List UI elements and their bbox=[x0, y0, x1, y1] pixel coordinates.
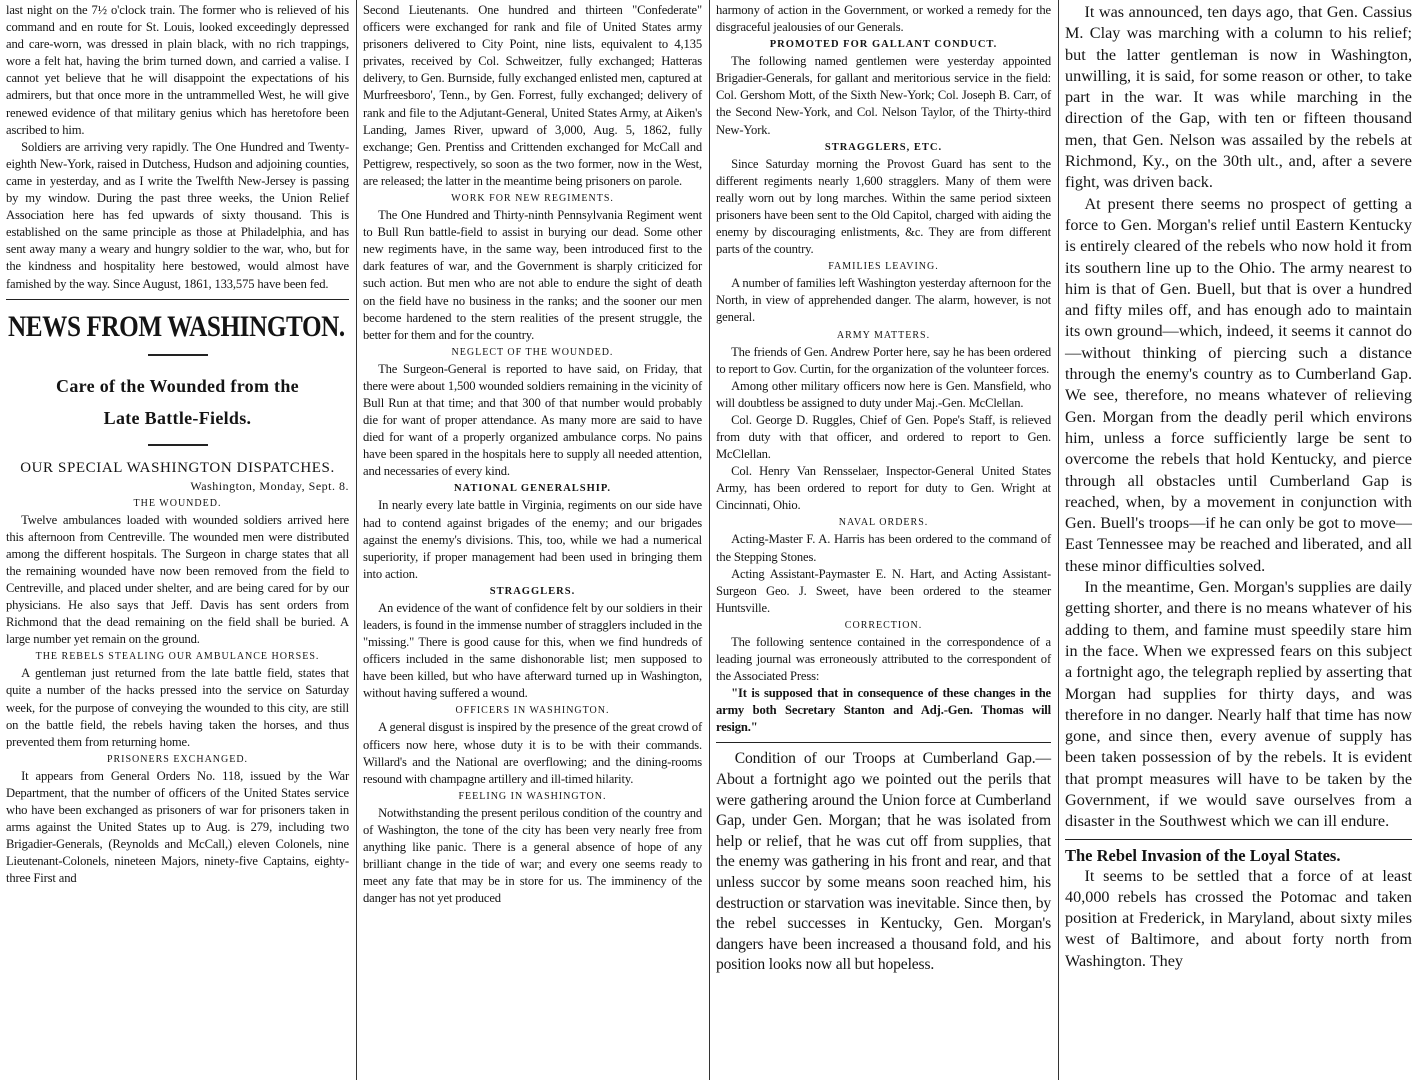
subheadline-late-battle-fields: Late Battle-Fields. bbox=[103, 407, 252, 428]
paragraph-national-generalship: In nearly every late battle in Virginia, regiments on our side have had to contend against brigades of the enemy; and our brigades against the enemy's divisions. This, too, while we had a numerical superiority, if proper management had been used in bringing them into action. bbox=[363, 498, 702, 581]
paragraph-families-leaving: A number of families left Washington yesterday afternoon for the North, in view of apprehended danger. The alarm, however, is not general. bbox=[716, 276, 1051, 325]
paragraph-army-van-rensselaer: Col. Henry Van Rensselaer, Inspector-General United States Army, has been ordered to report for duty to Gen. Wright at Cincinnati, Ohio. bbox=[716, 464, 1051, 513]
paragraph-prisoners-exchanged: It appears from General Orders No. 118, issued by the War Department, that the number of officers of the United States service who have been exchanged as prisoners of war for prisoners taken in arms against the United States up to Aug. is 279, including two Brigadier-Generals, (Reynolds and McCall,) eleven Colonels, nine Lieutenant-Colonels, nineteen Majors, ninety-five Captains, eighty-three First and bbox=[6, 768, 349, 886]
paragraph-harmony: harmony of action in the Government, or worked a remedy for the disgraceful jealousies of our Generals. bbox=[716, 3, 1051, 35]
paragraph-army-mansfield: Among other military officers now here is Gen. Mansfield, who will doubtless be assigned to duty under Maj.-Gen. McClellan. bbox=[716, 378, 1051, 410]
divider-short bbox=[148, 444, 208, 446]
section-heading-feeling-in-washington: FEELING IN WASHINGTON. bbox=[458, 790, 607, 802]
section-heading-families-leaving: FAMILIES LEAVING. bbox=[828, 261, 939, 273]
paragraph-fremont: last night on the 7½ o'clock train. The former who is relieved of his command and en route for St. Louis, looked exceedingly depressed and care-worn, was dressed in plain black, with no rich trappings, wore a felt hat, having the brim turned down, and carried a valise. I cannot yet believe that he will disappoint the expectations of his admirers, but that once more in the untrammelled West, he will give renewed evidence of that military genius which has heretofore been ascribed to him. bbox=[6, 3, 349, 137]
section-heading-wounded: THE WOUNDED. bbox=[133, 497, 222, 509]
paragraph-stragglers-etc: Since Saturday morning the Provost Guard has sent to the different regiments nearly 1,600 stragglers. Many of them were really worn out by long marches. Within the same period sixteen prisoners have been sent to the Old Capitol, charged with aiding the enemy by discouraging enlistments, &c. They are from different parts of the country. bbox=[716, 156, 1051, 257]
paragraph-lieutenants: Second Lieutenants. One hundred and thirteen "Confederate" officers were exchanged for rank and file of United States army prisoners delivered to City Point, nine lists, equivalent to 4,135 privates, received by Col. Schweitzer, fully exchanged; Hatteras delivery, to Gen. Burnside, fully exchanged enlisted men, captured at Murfreesboro', Tenn., by Gen. Forrest, fully exchanged; delivery of rank and file to the Adjutant-General, United States Army, at Aiken's Landing, James River, upward of 3,000, Aug. 5, 1862, fully exchange; Gen. Prentiss and Crittenden exchanged for McCall and Pettigrew, respectively, so soon as the two former, now in the West, are released; the latter in the meantime being prisoners on parole. bbox=[363, 3, 702, 188]
paragraph-prospect: At present there seems no prospect of getting a force to Gen. Morgan's relief until Eastern Kentucky is entirely cleared of the rebels who now hold it from its southern line up to the Ohio. The army nearest to him is that of Gen. Buell, but that is over a hundred and fifty miles off, and has enough ado to maintain its own ground—which, indeed, it seems it cannot do—without thinking of piercing such a distance through the enemy's country as to Cumberland Gap. We see, therefore, no means whatever of relieving Gen. Morgan from the deadly peril which environs him, unless a force sufficiently large be sent to overcome the rebels that hold Kentucky, and pierce through all obstacles until Cumberland Gap is reached, when, by a movement in conjunction with Gen. Buell's troops—if he can only be got to move—East Tennessee may be reached and liberated, and all these minor difficulties solved. bbox=[1065, 194, 1412, 575]
paragraph-officers-in-washington: A general disgust is inspired by the presence of the great crowd of officers now here, whose duty it is to be with their commands. Willard's and the National are overflowing; and the dining-rooms resound with champagne artillery and ill-timed hilarity. bbox=[363, 720, 702, 786]
paragraph-feeling-in-washington: Notwithstanding the present perilous condition of the country and of Washington, the tone of the city has been very nearly free from anything like panic. There is a general absence of hope of any brilliant change in the tide of war; and every one seems ready to meet any fate that may be in store for us. The imminency of the danger has not yet produced bbox=[363, 805, 702, 906]
paragraph-army-porter: The friends of Gen. Andrew Porter here, say he has been ordered to report to Gov. Curtin, for the organization of the volunteer forces. bbox=[716, 344, 1051, 376]
paragraph-correction-quote: "It is supposed that in consequence of these changes in the army both Secretary Stanton and Adj.-Gen. Thomas will resign." bbox=[716, 686, 1051, 735]
paragraph-army-ruggles: Col. George D. Ruggles, Chief of Gen. Pope's Staff, is relieved from duty with that officer, and ordered to report to Gen. McClellan. bbox=[716, 412, 1051, 462]
section-heading-promoted: PROMOTED FOR GALLANT CONDUCT. bbox=[769, 39, 998, 51]
paragraph-naval-harris: Acting-Master F. A. Harris has been ordered to the command of the Stepping Stones. bbox=[716, 532, 1051, 564]
paragraph-stragglers: An evidence of the want of confidence felt by our soldiers in their leaders, is found in the immense number of stragglers included in the "missing." There is good cause for this, when we find hundreds of officers included in the same dishonorable list; men supposed to have been killed, but who have afterward turned up in Washington, without having suffered a wound. bbox=[363, 600, 702, 701]
section-heading-naval-orders: NAVAL ORDERS. bbox=[838, 517, 929, 529]
paragraph-wounded: Twelve ambulances loaded with wounded soldiers arrived here this afternoon from Centreville. The wounded men were distributed among the different hospitals. The Surgeon in charge states that all the remaining wounded have now been removed from the field to Centreville, and placed under shelter, and are being cared for by our physicians. He also says that Jeff. Davis has sent orders from Richmond that the dead remaining on the field shall be buried. A large number yet remain on the ground. bbox=[6, 512, 349, 647]
paragraph-neglect-wounded: The Surgeon-General is reported to have said, on Friday, that there were about 1,500 wounded soldiers remaining in the vicinity of Bull Run at that time; and that 300 of that number would probably die for want of proper attendance. As many more are said to have died for want of a properly organized ambulance corps. No pains have been spared in the hospitals here to supply all needed attention, and necessaries of every kind. bbox=[363, 361, 702, 479]
paragraph-supplies: In the meantime, Gen. Morgan's supplies are daily getting shorter, and there is no means whatever of his adding to them, and famine must speedily stare him in the face. When we expressed fears on this subject a fortnight ago, the telegraph replied by asserting that Morgan had supplies for thirty days, and was therefore in no danger. Nearly half that time has now gone, and since then, every avenue of supply has been taken possession of by the rebels. It is evident that prompt measures will have to be taken by the Government, if we would save ourselves from a disaster in the Southwest which we can ill endure. bbox=[1065, 578, 1412, 831]
paragraph-clay: It was announced, ten days ago, that Gen. Cassius M. Clay was marching with a column to his relief; but the latter gentleman is now in Washington, unwilling, it is said, for some reason or other, to take part in the war. It was while marching in the direction of the Gap, with ten or fifteen thousand men, that Gen. Nelson was assailed by the rebels at Richmond, Ky., on the 30th ult., and, after a severe fight, was driven back. bbox=[1065, 3, 1412, 192]
paragraph-soldiers-arriving: Soldiers are arriving very rapidly. The One Hundred and Twenty-eighth New-York, raised in Dutchess, Hudson and adjoining counties, came in yesterday, and as I write the Twelfth New-Jersey is passing by my window. During the past three weeks, the Union Relief Association here has fed upwards of sixty thousand. This is established on the same principle as those at Philadelphia, and has sent away many a weary and hungry soldier to the war, who, but for the kindness and hospitality here bestowed, would almost have famished by the way. Since August, 1861, 133,575 have been fed. bbox=[6, 139, 349, 291]
section-heading-rebels-stealing: THE REBELS STEALING OUR AMBULANCE HORSES. bbox=[35, 651, 320, 663]
section-heading-stragglers: STRAGGLERS. bbox=[489, 585, 576, 597]
section-heading-officers-in-washington: OFFICERS IN WASHINGTON. bbox=[455, 705, 610, 717]
paragraph-work-new-regiments: The One Hundred and Thirty-ninth Pennsylvania Regiment went to Bull Run battle-field to assist in burying our dead. Some other new regiments have, in the same way, been introduced first to the dark features of war, and the Government is sharply criticized for such action. But men who are not able to endure the sight of death on the field have no business in the ranks; and the sooner our men become hardened to the stern realities of the present struggle, the better for them and for the country. bbox=[363, 208, 702, 342]
section-heading-neglect-wounded: NEGLECT OF THE WOUNDED. bbox=[451, 346, 614, 358]
section-heading-stragglers-etc: STRAGGLERS, ETC. bbox=[824, 141, 943, 153]
section-heading-national-generalship: NATIONAL GENERALSHIP. bbox=[454, 483, 611, 495]
column-2 bbox=[356, 0, 708, 1080]
subheadline-care-of-wounded: Care of the Wounded from the bbox=[56, 375, 299, 396]
paragraph-correction: The following sentence contained in the correspondence of a leading journal was erroneously attributed to the correspondent of the Associated Press: bbox=[716, 634, 1051, 684]
divider bbox=[716, 742, 1051, 743]
column-1 bbox=[0, 0, 355, 1080]
paragraph-promoted: The following named gentlemen were yesterday appointed Brigadier-Generals, for gallant and meritorious service in the field: Col. Gershom Mott, of the Sixth New-York; Col. Joseph B. Carr, of the Second New-York, and Col. Nelson Taylor, of the Thirty-third New-York. bbox=[716, 54, 1051, 137]
paragraph-rebel-invasion: It seems to be settled that a force of at least 40,000 rebels has crossed the Potomac and taken position at Frederick, in Maryland, about sixty miles west of Baltimore, and about forty north from Washington. They bbox=[1065, 866, 1412, 970]
paragraph-rebels-stealing: A gentleman just returned from the late battle field, states that quite a number of the hacks pressed into the service on Saturday week, for the purpose of conveying the wounded to this city, are still on the battle field, the rebels having taken the horses, and thus prevented them from returning home. bbox=[6, 666, 349, 749]
section-heading-work-new-regiments: WORK FOR NEW REGIMENTS. bbox=[451, 193, 614, 205]
section-heading-army-matters: ARMY MATTERS. bbox=[836, 329, 931, 341]
column-4 bbox=[1058, 0, 1418, 1080]
paragraph-naval-hart: Acting Assistant-Paymaster E. N. Hart, and Acting Assistant-Surgeon Geo. J. Sweet, have been ordered to the steamer Huntsville. bbox=[716, 566, 1051, 615]
section-heading-correction: CORRECTION. bbox=[844, 619, 923, 631]
divider bbox=[1065, 839, 1412, 840]
section-heading-prisoners-exchanged: PRISONERS EXCHANGED. bbox=[106, 753, 249, 765]
paragraph-cumberland-gap: Condition of our Troops at Cumberland Gap.—About a fortnight ago we pointed out the perils that were gathering around the Union force at Cumberland Gap, under Gen. Morgan; that he was isolated from help or relief, that he was cut off from supplies, that the enemy was gathering in his front and rear, and that unless succor by some means soon reached him, his destruction or starvation was inevitable. Since then, by the rebel successes in Kentucky, Gen. Morgan's dangers have been increased a thousand fold, and his position looks now all but hopeless. bbox=[716, 750, 1051, 974]
divider-short bbox=[148, 354, 208, 356]
dispatch-heading: OUR SPECIAL WASHINGTON DISPATCHES. bbox=[20, 459, 335, 476]
section-heading-rebel-invasion: The Rebel Invasion of the Loyal States. bbox=[1065, 845, 1341, 865]
headline-news-from-washington: NEWS FROM WASHINGTON. bbox=[8, 309, 345, 343]
dateline: Washington, Monday, Sept. 8. bbox=[190, 478, 349, 493]
column-3 bbox=[709, 0, 1057, 1080]
divider bbox=[6, 299, 349, 300]
